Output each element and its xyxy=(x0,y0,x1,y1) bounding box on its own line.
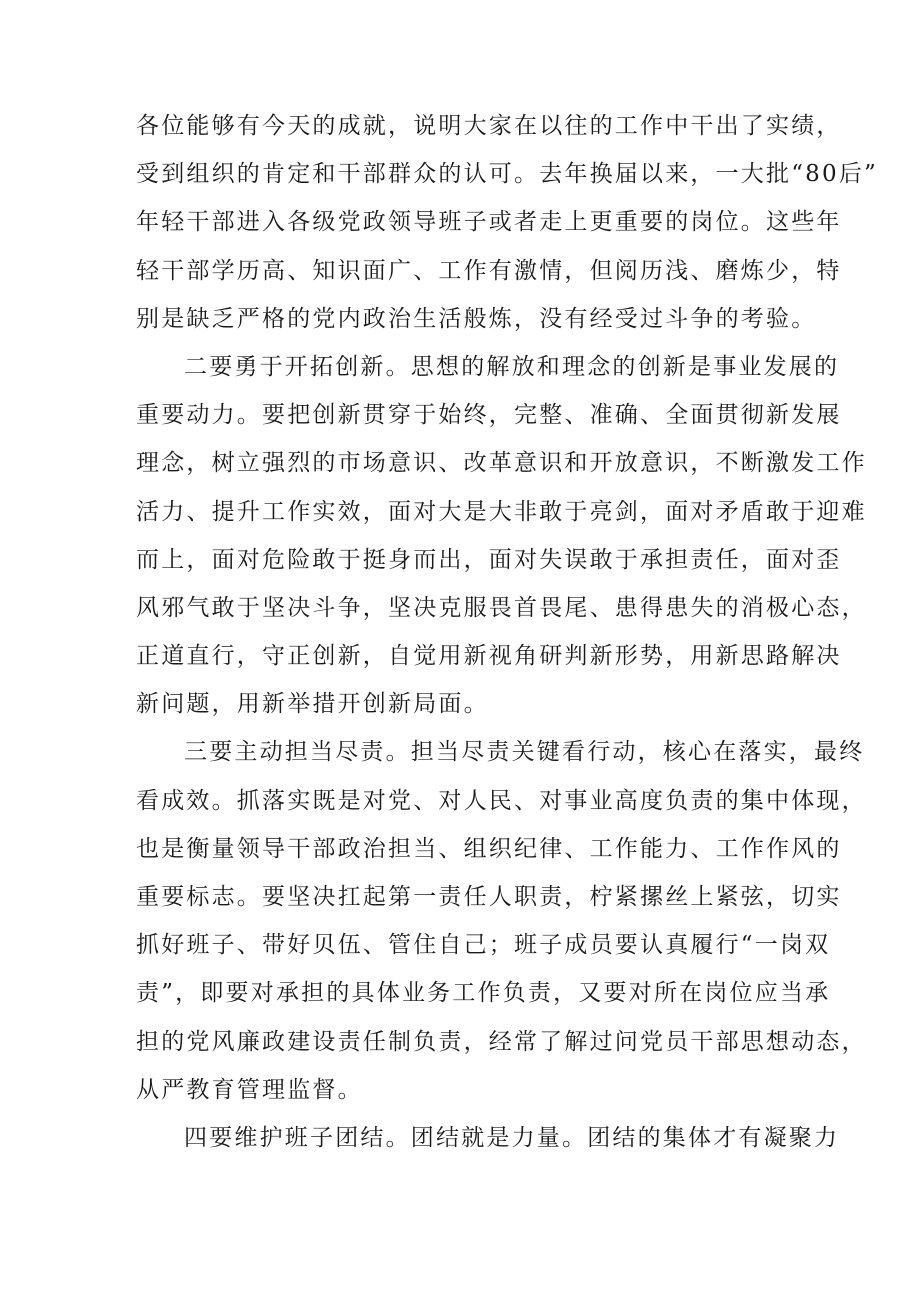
text-line: 从严教育管理监督。 xyxy=(136,1076,363,1103)
text-line: 理念，树立强烈的市场意识、改革意识和开放意识，不断激发工作 xyxy=(136,450,867,477)
text-line: 也是衡量领导干部政治担当、组织纪律、工作能力、工作作风的 xyxy=(136,835,842,862)
text-line: 看成效。抓落实既是对党、对人民、对事业高度负责的集中体现， xyxy=(136,787,867,814)
paragraph-start-line: 三要主动担当尽责。担当尽责关键看行动，核心在落实，最终 xyxy=(184,739,865,766)
text-line: 担的党风廉政建设责任制负责，经常了解过问党员干部思想动态， xyxy=(136,1028,867,1055)
text-line: 正道直行，守正创新，自觉用新视角研判新形势，用新思路解决 xyxy=(136,643,842,670)
text-line: 责”，即要对承担的具体业务工作负责，又要对所在岗位应当承 xyxy=(136,980,831,1007)
body-text xyxy=(136,102,878,1162)
text-line: 轻干部学历高、知识面广、工作有激情，但阅历浅、磨炼少，特 xyxy=(136,257,842,284)
text-line: 重要标志。要坚决扛起第一责任人职责，柠紧摞丝上紧弦，切实 xyxy=(136,884,842,910)
text-line: 各位能够有今天的成就，说明大家在以往的工作中干出了实绩， xyxy=(136,113,842,139)
text-line: 新问题，用新举措开创新局面。 xyxy=(136,691,489,718)
text-line: 别是缺乏严格的党内政治生活般炼，没有经受过斗争的考验。 xyxy=(136,305,817,332)
text-line: 重要动力。要把创新贯穿于始终，完整、准确、全面贯彻新发展 xyxy=(136,402,842,429)
text-line: 而上，面对危险敢于挺身而出，面对失误敢于承担责任，面对歪 xyxy=(136,546,842,573)
text-line: 受到组织的肯定和干部群众的认可。去年换届以来，一大批“80后” xyxy=(136,161,878,188)
text-line: 活力、提升工作实效，面对大是大非敢于亮剑，面对矛盾敢于迎难 xyxy=(136,498,867,525)
paragraph-start-line: 二要勇于开拓创新。思想的解放和理念的创新是事业发展的 xyxy=(184,353,840,380)
text-line: 风邪气敢于坚决斗争，坚决克服畏首畏尾、患得患失的消极心态， xyxy=(136,594,867,621)
text-line: 年轻干部进入各级党政领导班子或者走上更重要的岗位。这些年 xyxy=(136,209,842,236)
text-line: 抓好班子、带好贝伍、管住自己；班子成员要认真履行“一岗双 xyxy=(136,932,831,959)
paragraph-start-line: 四要维护班子团结。团结就是力量。团结的集体才有凝聚力 xyxy=(184,1124,840,1151)
